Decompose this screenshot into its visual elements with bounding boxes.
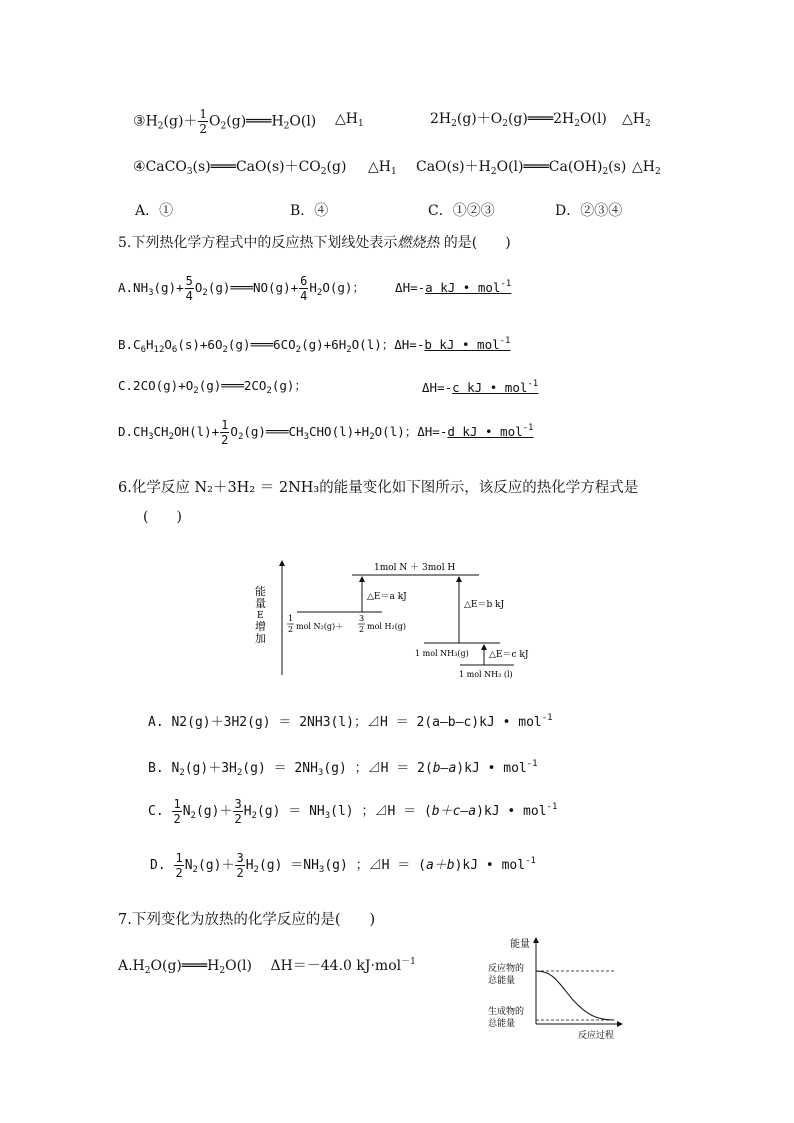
energy-level-diagram [252, 557, 552, 687]
q4-item3-eq2: $2H_2(g)+O_2(g)═══2H_2O(l)$ [430, 111, 607, 129]
label-delta-c: △E＝c kJ [489, 650, 529, 660]
q4-option-c[interactable]: C．①②③ [428, 203, 495, 219]
graph-ylabel: 能量 [510, 939, 530, 950]
fraction-one-half: $\frac{1}{2}$ [173, 797, 181, 826]
underlined-heat-b: b kJ • mol$^{-1}$ [424, 336, 511, 352]
q4-item4-dh2: $\triangle H_2$ [632, 159, 661, 177]
q5-option-a[interactable]: $A.NH_3(g)+$ $\frac{5}{4}$ $O_2(g)═══NO(g)+$ $\frac{6}{4}$ $H_2O(g)$； ΔH=-a kJ • mol$^{-1}$ [118, 274, 512, 303]
svg-text:增: 增 [255, 620, 266, 633]
label-reactants [287, 614, 406, 634]
underlined-heat-d: d kJ • mol$^{-1}$ [447, 423, 534, 439]
energy-curve [536, 971, 614, 1020]
q4-item3: $③H_2(g)+$ $\frac{1}{2}$ $O_2(g)═══H_2O(l)$ [133, 107, 317, 136]
fraction-five-fourths: $\frac{5}{4}$ [185, 274, 193, 303]
q4-option-d[interactable]: D．②③④ [555, 203, 623, 219]
fraction-six-fourths: $\frac{6}{4}$ [300, 274, 308, 303]
q4-option-b[interactable]: B．④ [290, 203, 329, 219]
q7-option-a[interactable]: $A.H_2O(g)═══H_2O(l)$ ΔH＝－44.0 kJ·mol$^{-1}$ [118, 957, 416, 976]
svg-text:总能量: 总能量 [488, 976, 516, 986]
energy-profile-graph [478, 932, 628, 1047]
axis-label [255, 584, 266, 645]
label-nh3-gas: 1 mol NH₃(g) [415, 649, 469, 658]
fraction-one-half: $\frac{1}{2}$ [175, 851, 183, 880]
q5-stem: 5.下列热化学方程式中的反应热下划线处表示燃烧热 的是( ) [118, 235, 511, 251]
svg-text:mol H₂(g): mol H₂(g) [367, 622, 407, 631]
svg-text:总能量: 总能量 [488, 1019, 516, 1029]
svg-text:1: 1 [288, 614, 294, 623]
q5-option-d[interactable]: $D.CH_3CH_2OH(l)+$ $\frac{1}{2}$ $O_2(g)═══CH_3CHO(l)+H_2O(l)$；ΔH=-d kJ • mol$^{-1}$ [118, 418, 534, 447]
svg-text:生成物的: 生成物的 [488, 1007, 525, 1017]
fraction-one-half: $\frac{1}{2}$ [199, 107, 208, 136]
q4-item3-dh1: $\triangle H_1$ [335, 111, 364, 129]
graph-labels [488, 962, 614, 1041]
svg-text:反应物的: 反应物的 [488, 964, 525, 974]
q4-item4-dh1: $\triangle H_1$ [368, 159, 397, 177]
q5-option-c[interactable]: $C.2CO(g)+O_2(g)═══2CO_2(g)$； [118, 378, 307, 396]
label-nh3-liquid: 1 mol NH₃ (l) [459, 670, 513, 679]
q5-option-b[interactable]: $B.C_6H_{12}O_6(s)+6O_2(g)═══6CO_2(g)+6H_2O(l)$；ΔH=-b kJ • mol$^{-1}$ [118, 336, 511, 355]
label-atoms: 1mol N ＋ 3mol H [374, 563, 456, 573]
q4-item3-dh2: $\triangle H_2$ [622, 111, 651, 129]
underlined-heat-c: c kJ • mol$^{-1}$ [452, 379, 539, 395]
label-delta-b: △E＝b kJ [464, 600, 505, 610]
svg-text:2: 2 [288, 625, 294, 634]
q6-option-d[interactable]: D. $\frac{1}{2}$ $N_2(g)+$ $\frac{3}{2}$ $H_2(g) =NH_3(g)$ ；⊿H ＝ (a＋b)kJ • mol$^{-1}$ [150, 851, 536, 880]
underlined-heat-a: a kJ • mol$^{-1}$ [425, 279, 512, 295]
svg-text:反应过程: 反应过程 [578, 1031, 615, 1041]
svg-text:加: 加 [255, 632, 266, 645]
label-delta-a: △E＝a kJ [367, 592, 407, 602]
q6-stem: 6.化学反应 N₂＋3H₂ ＝ 2NH₃的能量变化如下图所示，该反应的热化学方程式是 [118, 480, 639, 496]
q5-option-c-dh: ΔH=-c kJ • mol$^{-1}$ [422, 379, 539, 395]
svg-text:3: 3 [359, 614, 365, 623]
svg-text:E: E [257, 611, 264, 621]
svg-text:mol N₂(g)＋: mol N₂(g)＋ [296, 622, 344, 631]
q7-stem: 7.下列变化为放热的化学反应的是( ) [118, 912, 376, 928]
q6-option-a[interactable]: A. N2(g)＋3H2(g) ＝ 2NH3(l)；⊿H ＝ 2(a—b—c)kJ • mol$^{-1}$ [148, 713, 553, 730]
q4-item4-eq2: $CaO(s)+H_2O(l)═══Ca(OH)_2(s)$ [416, 159, 627, 177]
q6-paren: ( ) [143, 509, 182, 525]
svg-text:能: 能 [255, 585, 266, 598]
q4-item4: $④CaCO_3(s)═══CaO(s)+CO_2(g)$ [133, 159, 347, 177]
q6-option-b[interactable]: B. $N_2(g)+3H_2(g) = 2NH_3(g)$ ；⊿H ＝ 2(b—a)kJ • mol$^{-1}$ [148, 759, 538, 778]
fraction-three-halves: $\frac{3}{2}$ [236, 851, 244, 880]
svg-text:2: 2 [359, 625, 365, 634]
fraction-one-half: $\frac{1}{2}$ [221, 418, 229, 447]
fraction-three-halves: $\frac{3}{2}$ [234, 797, 242, 826]
q4-option-a[interactable]: A．① [135, 203, 174, 219]
svg-text:量: 量 [255, 597, 266, 610]
q6-option-c[interactable]: C. $\frac{1}{2}$ $N_2(g)+$ $\frac{3}{2}$ $H_2(g) = NH_3(l)$ ；⊿H ＝ (b＋c—a)kJ • mol$^{-1}$ [148, 797, 558, 826]
